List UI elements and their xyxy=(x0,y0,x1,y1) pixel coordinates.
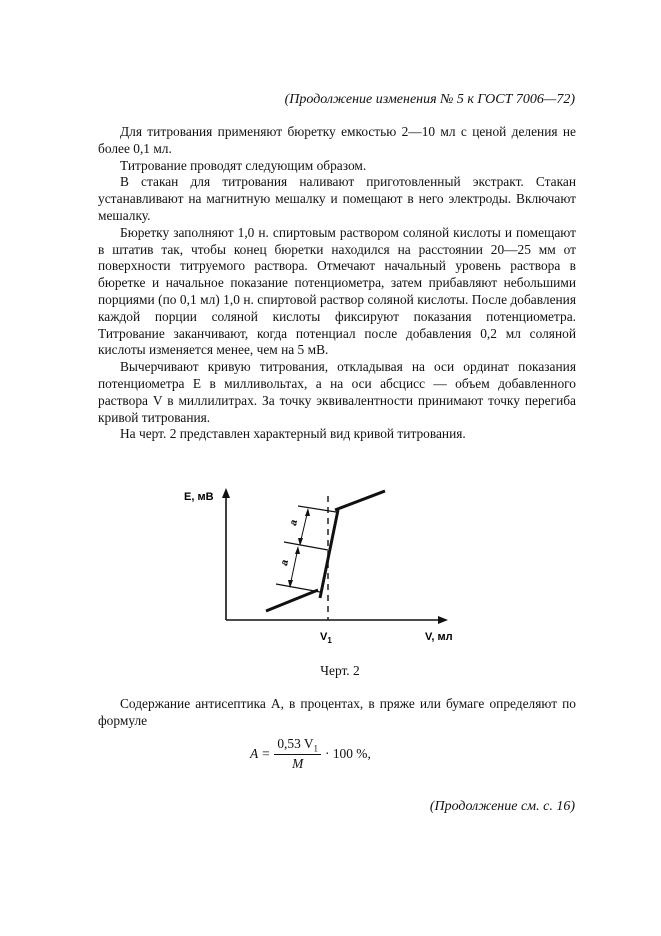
formula-numerator-subscript: 1 xyxy=(313,743,319,754)
figure-caption: Черт. 2 xyxy=(320,663,360,678)
body-text xyxy=(98,124,576,443)
formula xyxy=(250,734,371,774)
segment-mark-bottom xyxy=(276,584,320,592)
v1-label xyxy=(320,631,332,645)
formula-fraction xyxy=(274,736,321,773)
v1-label-subscript: 1 xyxy=(327,636,332,645)
paragraph-formula-intro: Содержание антисептика A, в процентах, в пряже или бумаге определяют по формуле xyxy=(98,696,576,728)
y-axis-arrow xyxy=(222,488,230,498)
segment-label-lower: a xyxy=(279,558,292,567)
dimension-arrow-1 xyxy=(305,508,310,516)
lower-text xyxy=(98,695,576,729)
curve-lower-branch xyxy=(266,590,318,611)
curve-upper-branch xyxy=(335,491,385,510)
segment-mark-middle xyxy=(284,542,328,550)
titration-curve-svg xyxy=(180,482,480,647)
formula-numerator-main: 0,53 V xyxy=(277,735,314,751)
formula-multiplier: · 100 %, xyxy=(325,746,371,761)
segment-label-upper: a xyxy=(288,518,301,527)
paragraph-procedure-intro: Титрование проводят следующим образом. xyxy=(120,157,367,173)
formula-numerator xyxy=(274,736,321,756)
paragraph-burette: Для титрования применяют бюретку емкостью 2—10 мл с ценой деления не более 0,1 мл. xyxy=(98,124,576,156)
y-axis-label: E, мВ xyxy=(184,491,214,503)
running-header: (Продолжение изменения № 5 к ГОСТ 7006—72) xyxy=(284,92,575,107)
titration-curve-figure xyxy=(180,482,480,647)
paragraph-beaker: В стакан для титрования наливают приготовленный экстракт. Стакан устанавливают на магнитную мешалку и помещают в него электроды. Включают мешалку. xyxy=(98,174,576,223)
paragraph-figure-reference: На черт. 2 представлен характерный вид кривой титрования. xyxy=(120,426,466,442)
formula-denominator: M xyxy=(292,756,304,772)
x-axis-label: V, мл xyxy=(425,631,453,643)
v1-label-main: V xyxy=(320,631,328,643)
formula-lhs: A = xyxy=(250,746,271,761)
paragraph-curve-plotting: Вычерчивают кривую титрования, откладывая на оси ординат показания потенциометра E в милливольтах, а на оси абсцисс — объем добавленного раствора V в миллилитрах. За точку эквивалентности принимают точку перегиба кривой титрования. xyxy=(98,359,576,425)
x-axis-arrow xyxy=(438,616,448,624)
paragraph-titration-steps: Бюретку заполняют 1,0 н. спиртовым раствором соляной кислоты и помещают в штатив так, чтобы конец бюретки находился на расстоянии 20—25 мм от поверхности титруемого раствора. Отмечают начальный уровень раствора в бюретке и начальное показание потенциометра, затем прибавляют небольшими порциями (по 0,1 мл) 1,0 н. спиртовой раствор соляной кислоты. После добавления каждой порции соляной кислоты фиксируют показания потенциометра. Титрование заканчивают, когда потенциал после добавления 0,2 мл соляной кислоты изменяется менее, чем на 5 мВ. xyxy=(98,224,576,358)
curve-steep-section xyxy=(320,510,338,598)
running-footer: (Продолжение см. с. 16) xyxy=(429,799,575,814)
dimension-arrow-3 xyxy=(295,546,300,554)
segment-mark-top xyxy=(298,506,336,512)
